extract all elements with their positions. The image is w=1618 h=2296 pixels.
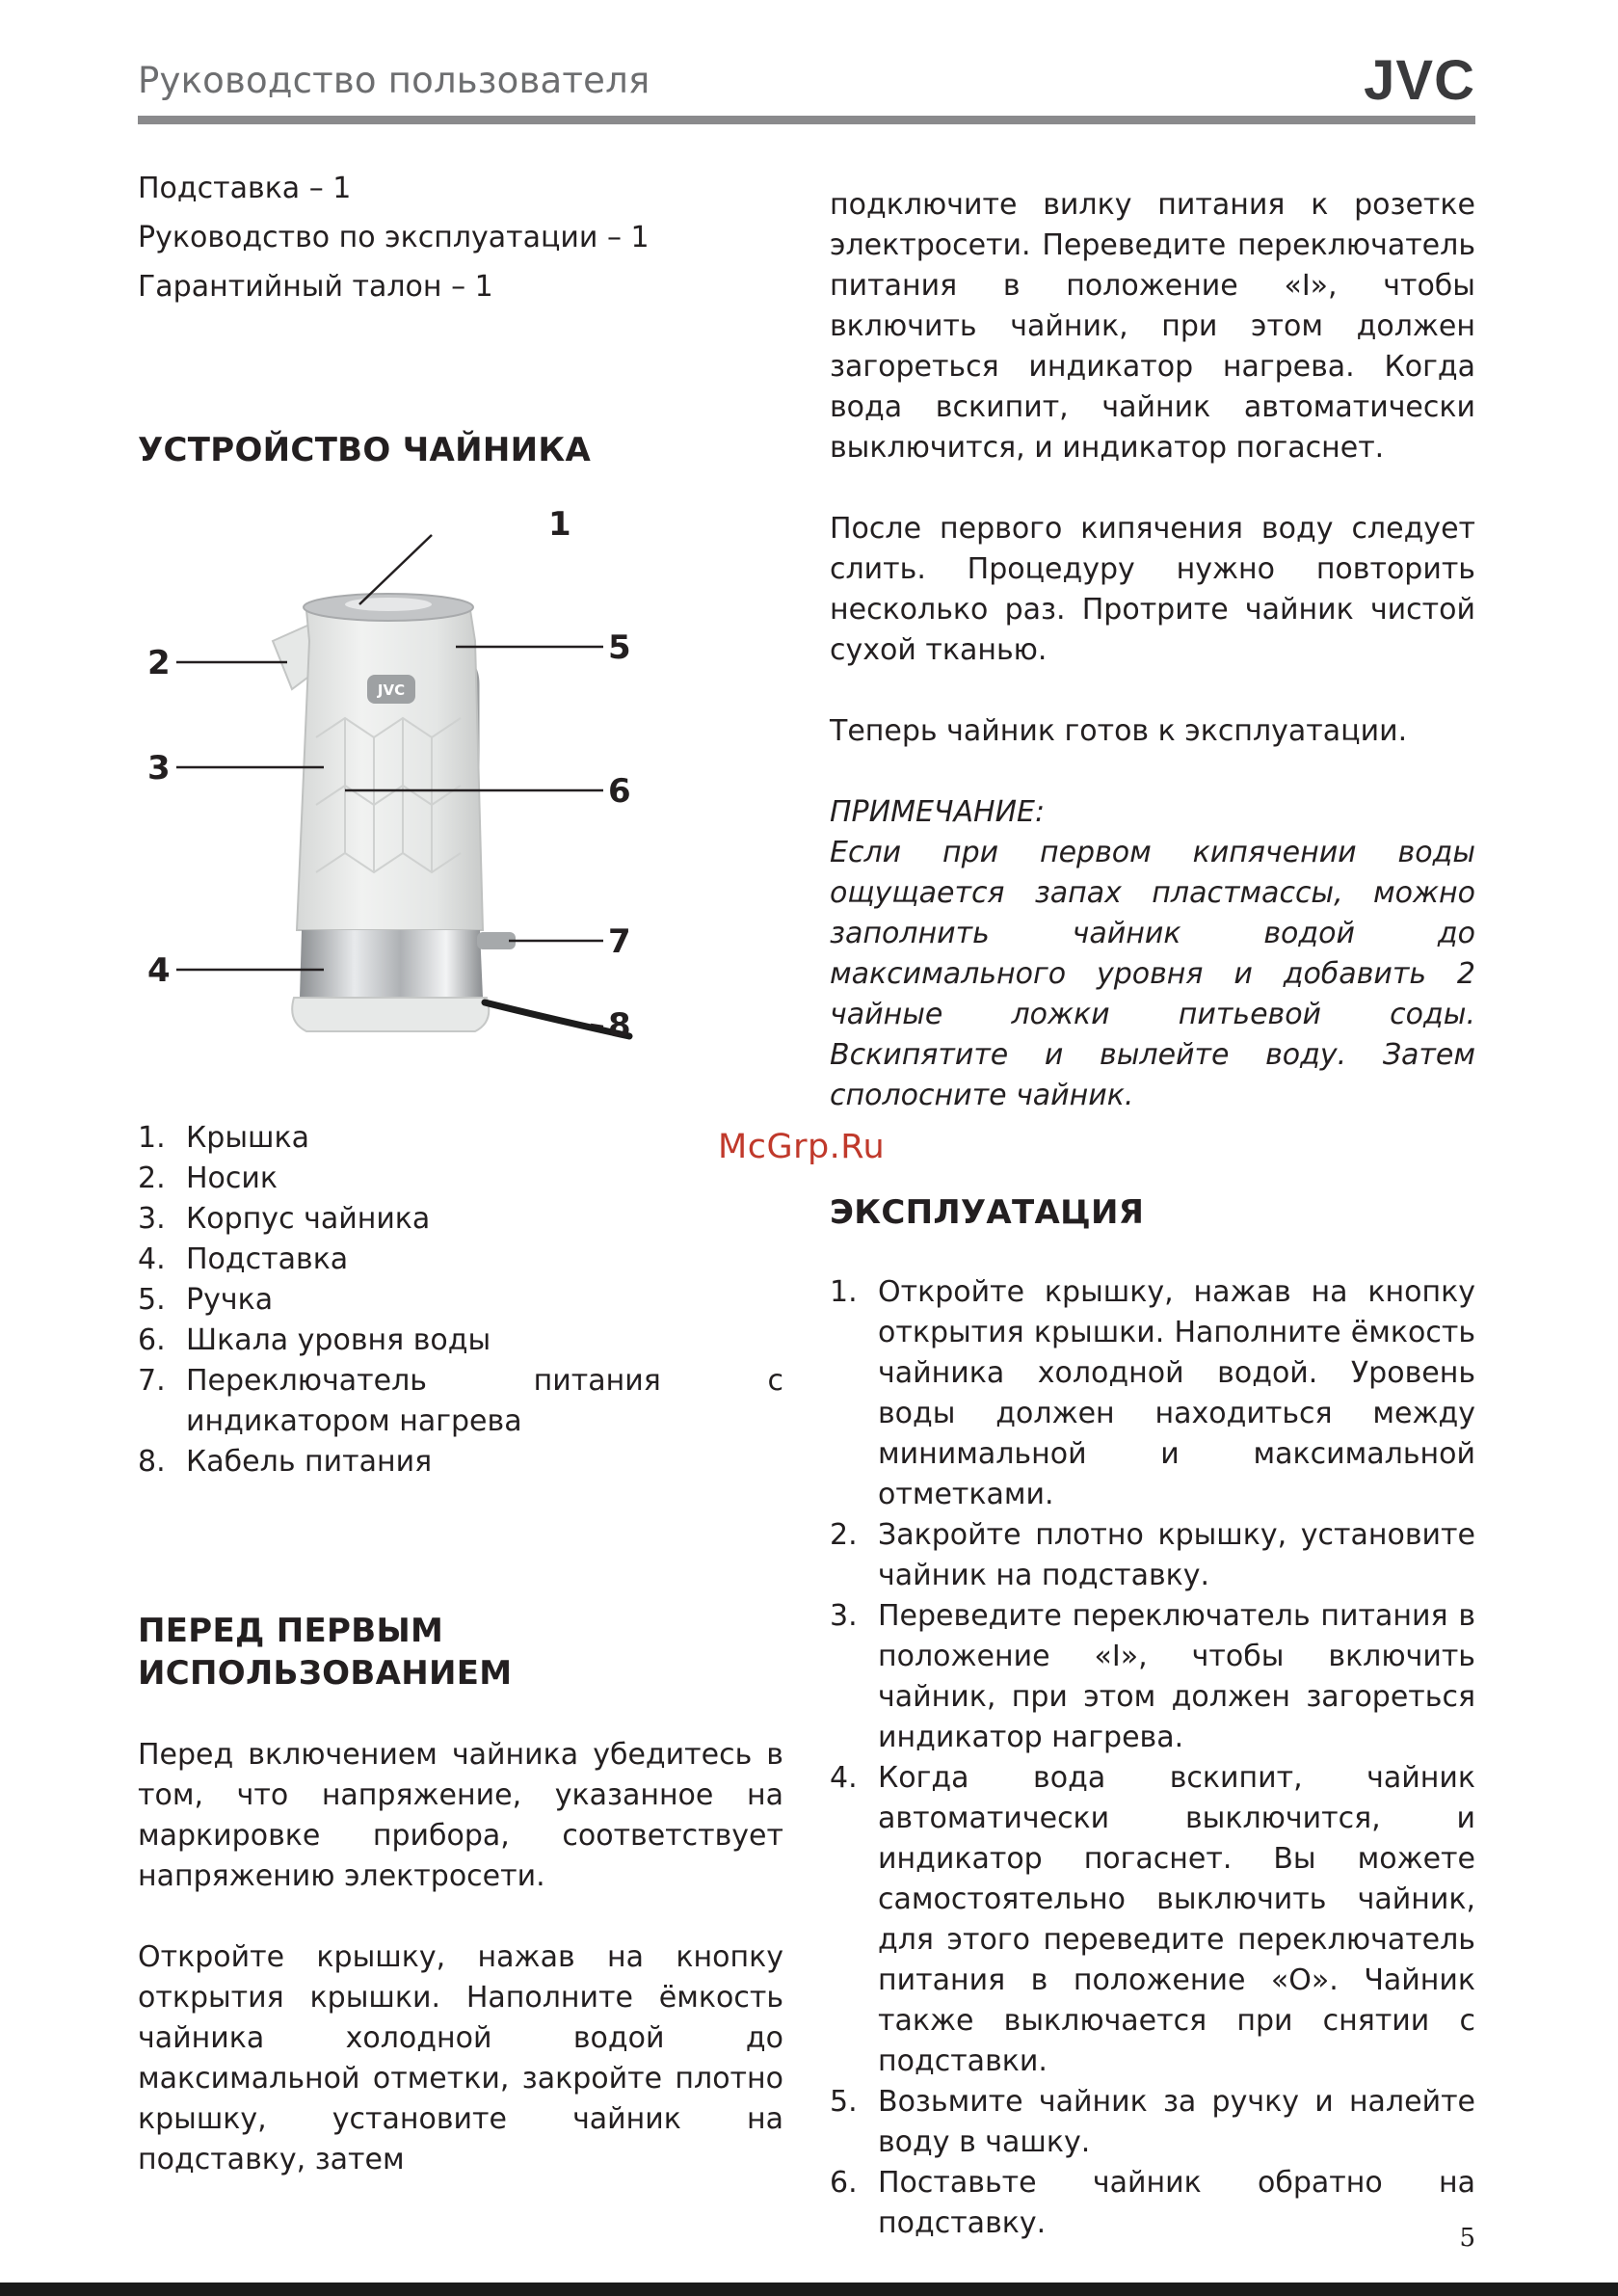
device-heading: УСТРОЙСТВО ЧАЙНИКА [138,431,592,469]
kettle-diagram [138,496,783,1060]
list-item: 6. Шкала уровня воды [138,1323,491,1357]
callout-2: 2 [147,644,171,682]
before-use-paragraph-2: Откройте крышку, нажав на кнопку открытия крышки. Наполните ёмкость чайника холодной водой до максимальной отметки, закройте плотно крышку, установите чайник на подставку, затем [138,1940,783,2176]
before-use-heading-line2: ИСПОЛЬЗОВАНИЕМ [138,1654,513,1693]
list-item: 2. Носик [138,1161,279,1195]
package-item: Подставка – 1 [138,172,352,205]
header-rule [138,116,1475,124]
package-item: Руководство по эксплуатации – 1 [138,221,650,254]
lid-button [345,598,432,611]
header-title: Руководство пользователя [138,60,650,101]
base-shape [292,998,489,1031]
list-item: 4. Когда вода вскипит, чайник автоматически выключится, и индикатор погаснет. Вы можете самостоятельно выключить чайник, для этого переведите переключатель питания в положение «О». Чайник также выключается при снятии с подставки. [830,1761,1475,2078]
list-item: 1. Крышка [138,1121,309,1155]
operation-heading: ЭКСПЛУАТАЦИЯ [830,1193,1145,1232]
note-text: Если при первом кипячении воды ощущается запах пластмассы, можно заполнить чайник водой до максимального уровня и добавить 2 чайные ложки питьевой соды. Вскипятите и вылейте воду. Затем сполосните чайник. [830,836,1475,1112]
list-item: 1. Откройте крышку, нажав на кнопку открытия крышки. Наполните ёмкость чайника холодной водой. Уровень воды должен находиться между минимальной и максимальной отметками. [830,1275,1475,1511]
brand-logo: JVC [1364,49,1475,112]
before-use-heading-line1: ПЕРЕД ПЕРВЫМ [138,1612,444,1650]
left-column [138,164,783,471]
bottom-rule [0,2283,1618,2296]
steel-band [300,930,483,998]
left-column-lower [138,1118,783,2180]
list-item: 3. Переведите переключатель питания в положение «I», чтобы включить чайник, при этом должен загореться индикатор нагрева. [830,1599,1475,1754]
callout-6: 6 [608,772,631,811]
watermark: McGrp.Ru [718,1128,886,1166]
note-title: ПРИМЕЧАНИЕ: [830,795,1046,829]
callout-3: 3 [147,749,171,788]
kettle-logo-text: JVC [377,681,406,699]
package-item: Гарантийный талон – 1 [138,270,493,304]
list-item: 5. Ручка [138,1283,274,1317]
right-column [830,185,1475,2244]
callout-1: 1 [548,505,571,544]
list-item: 3. Корпус чайника [138,1202,431,1236]
callout-8: 8 [608,1006,631,1045]
before-use-paragraph-1: Перед включением чайника убедитесь в том, что напряжение, указанное на маркировке прибора, соответствует напряжению электросети. [138,1738,783,1893]
callout-7: 7 [608,922,631,961]
paragraph-ready: Теперь чайник готов к эксплуатации. [830,714,1408,748]
list-item: 2. Закройте плотно крышку, установите чайник на подставку. [830,1518,1475,1592]
list-item: 7. Переключатель питания с индикатором нагрева [138,1364,783,1438]
list-item: 8. Кабель питания [138,1445,433,1479]
operation-steps [830,1272,1475,2244]
before-use-heading [138,1610,783,1695]
list-item: 4. Подставка [138,1242,349,1276]
parts-list [138,1118,783,1482]
paragraph-first-boil: После первого кипячения воду следует слить. Процедуру нужно повторить несколько раз. Протрите чайник чистой сухой тканью. [830,512,1475,667]
kettle-body [297,601,483,930]
page-number: 5 [1459,2224,1475,2253]
list-item: 6. Поставьте чайник обратно на подставку. [830,2166,1475,2240]
list-item: 5. Возьмите чайник за ручку и налейте воду в чашку. [830,2085,1475,2159]
paragraph-continue: подключите вилку питания к розетке электросети. Переведите переключатель питания в положение «I», чтобы включить чайник, при этом должен загореться индикатор нагрева. Когда вода вскипит, чайник автоматически выключится, и индикатор погаснет. [830,188,1475,465]
callout-4: 4 [147,951,171,990]
callout-5: 5 [608,628,631,667]
